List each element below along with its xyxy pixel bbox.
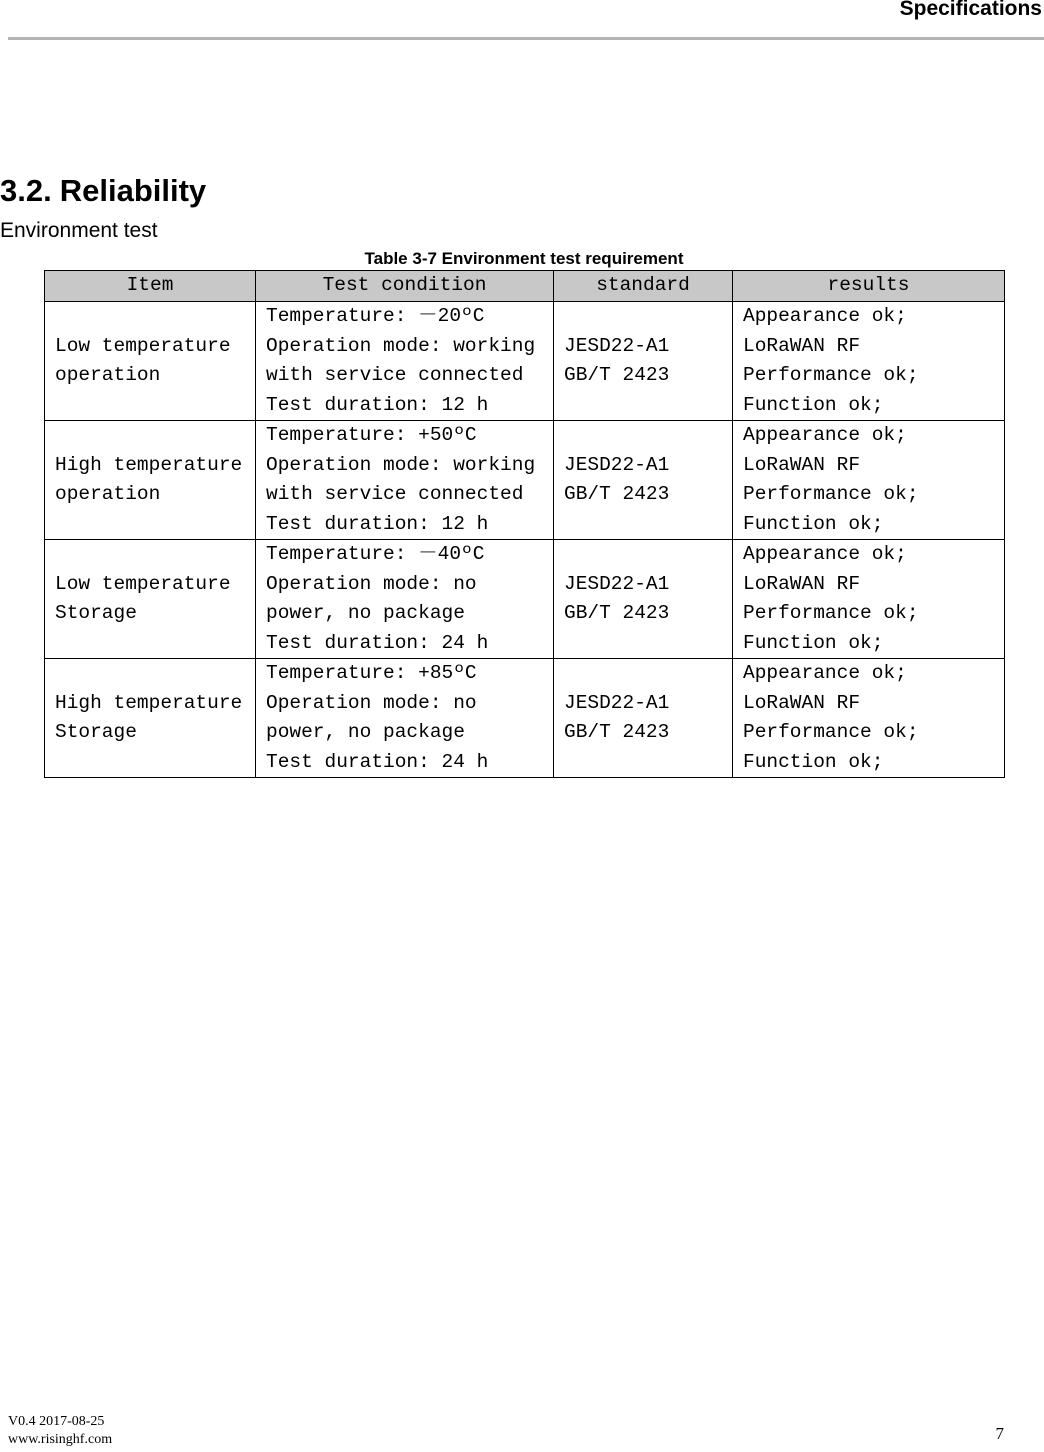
cell-text-line: Function ok; <box>743 631 884 654</box>
cell-item <box>45 540 256 659</box>
column-header-test-condition: Test condition <box>256 271 554 302</box>
cell-text-line: JESD22-A1 <box>564 572 670 595</box>
cell-text-line: Appearance ok; <box>743 543 907 565</box>
cell-text-line: LoRaWAN RF <box>743 691 861 714</box>
header-divider <box>8 37 1044 40</box>
cell-text-line: Low temperature <box>55 572 231 595</box>
cell-text-line: Performance ok; <box>743 602 919 624</box>
cell-text-line: Appearance ok; <box>743 305 907 327</box>
cell-text-line: Operation mode: no <box>266 572 477 595</box>
table-header-row <box>45 271 1005 302</box>
cell-text-line: LoRaWAN RF <box>743 453 861 476</box>
cell-text-line: High temperature <box>55 691 243 714</box>
cell-text-line: operation <box>55 483 161 505</box>
page-number: 7 <box>995 1424 1004 1443</box>
cell-results <box>733 659 1005 778</box>
section-heading <box>0 173 206 209</box>
footer-info <box>8 1413 112 1449</box>
cell-text-line: Operation mode: working <box>266 334 536 357</box>
cell-text-line: LoRaWAN RF <box>743 334 861 357</box>
page-header-title: Specifications <box>899 0 1042 20</box>
cell-text-line: Storage <box>55 602 137 624</box>
cell-text-line: power, no package <box>266 602 465 624</box>
table-row <box>45 302 1005 421</box>
cell-text-line: Temperature: －20ºC <box>266 305 485 327</box>
cell-text-line: with service connected <box>266 364 524 386</box>
cell-text-line: power, no package <box>266 721 465 743</box>
table-caption: Table 3-7 Environment test requirement <box>364 249 684 268</box>
cell-text-line: Operation mode: working <box>266 453 536 476</box>
cell-standard <box>554 421 733 540</box>
table-body <box>45 302 1005 778</box>
cell-results <box>733 540 1005 659</box>
cell-text-line: Performance ok; <box>743 721 919 743</box>
footer-website: www.risinghf.com <box>8 1432 113 1447</box>
cell-text-line: GB/T 2423 <box>564 483 670 505</box>
cell-item <box>45 421 256 540</box>
cell-results <box>733 302 1005 421</box>
cell-text-line: Low temperature <box>55 334 231 357</box>
table-row <box>45 540 1005 659</box>
cell-text-line: Function ok; <box>743 512 884 535</box>
cell-test-condition <box>256 302 554 421</box>
cell-test-condition <box>256 421 554 540</box>
section-title: Reliability <box>59 173 207 208</box>
cell-text-line: Test duration: 24 h <box>266 631 489 654</box>
cell-text-line: Operation mode: no <box>266 691 477 714</box>
cell-text-line: Temperature: +85ºC <box>266 662 477 684</box>
cell-text-line: GB/T 2423 <box>564 364 670 386</box>
section-number: 3.2. <box>0 173 52 208</box>
cell-text-line: GB/T 2423 <box>564 602 670 624</box>
table-row <box>45 421 1005 540</box>
cell-text-line: JESD22-A1 <box>564 334 670 357</box>
cell-text-line: Test duration: 12 h <box>266 393 489 416</box>
cell-text-line: Test duration: 12 h <box>266 512 489 535</box>
table-row <box>45 659 1005 778</box>
cell-text-line: Function ok; <box>743 750 884 773</box>
cell-text-line: Appearance ok; <box>743 662 907 684</box>
cell-text-line: LoRaWAN RF <box>743 572 861 595</box>
cell-text-line: operation <box>55 364 161 386</box>
environment-test-table <box>44 270 1005 778</box>
cell-text-line: Storage <box>55 721 137 743</box>
cell-standard <box>554 659 733 778</box>
cell-text-line: with service connected <box>266 483 524 505</box>
cell-standard <box>554 302 733 421</box>
subsection-heading: Environment test <box>0 219 158 242</box>
cell-text-line: Temperature: +50ºC <box>266 424 477 446</box>
cell-text-line: Appearance ok; <box>743 424 907 446</box>
cell-item <box>45 659 256 778</box>
footer-version: V0.4 2017-08-25 <box>8 1414 105 1429</box>
cell-item <box>45 302 256 421</box>
column-header-item: Item <box>45 271 256 302</box>
column-header-standard: standard <box>554 271 733 302</box>
cell-text-line: JESD22-A1 <box>564 691 670 714</box>
cell-text-line: Temperature: －40ºC <box>266 543 485 565</box>
cell-text-line: High temperature <box>55 453 243 476</box>
cell-test-condition <box>256 540 554 659</box>
cell-test-condition <box>256 659 554 778</box>
cell-text-line: JESD22-A1 <box>564 453 670 476</box>
cell-text-line: Function ok; <box>743 393 884 416</box>
cell-text-line: Test duration: 24 h <box>266 750 489 773</box>
cell-standard <box>554 540 733 659</box>
column-header-results: results <box>733 271 1005 302</box>
cell-results <box>733 421 1005 540</box>
cell-text-line: GB/T 2423 <box>564 721 670 743</box>
cell-text-line: Performance ok; <box>743 364 919 386</box>
cell-text-line: Performance ok; <box>743 483 919 505</box>
